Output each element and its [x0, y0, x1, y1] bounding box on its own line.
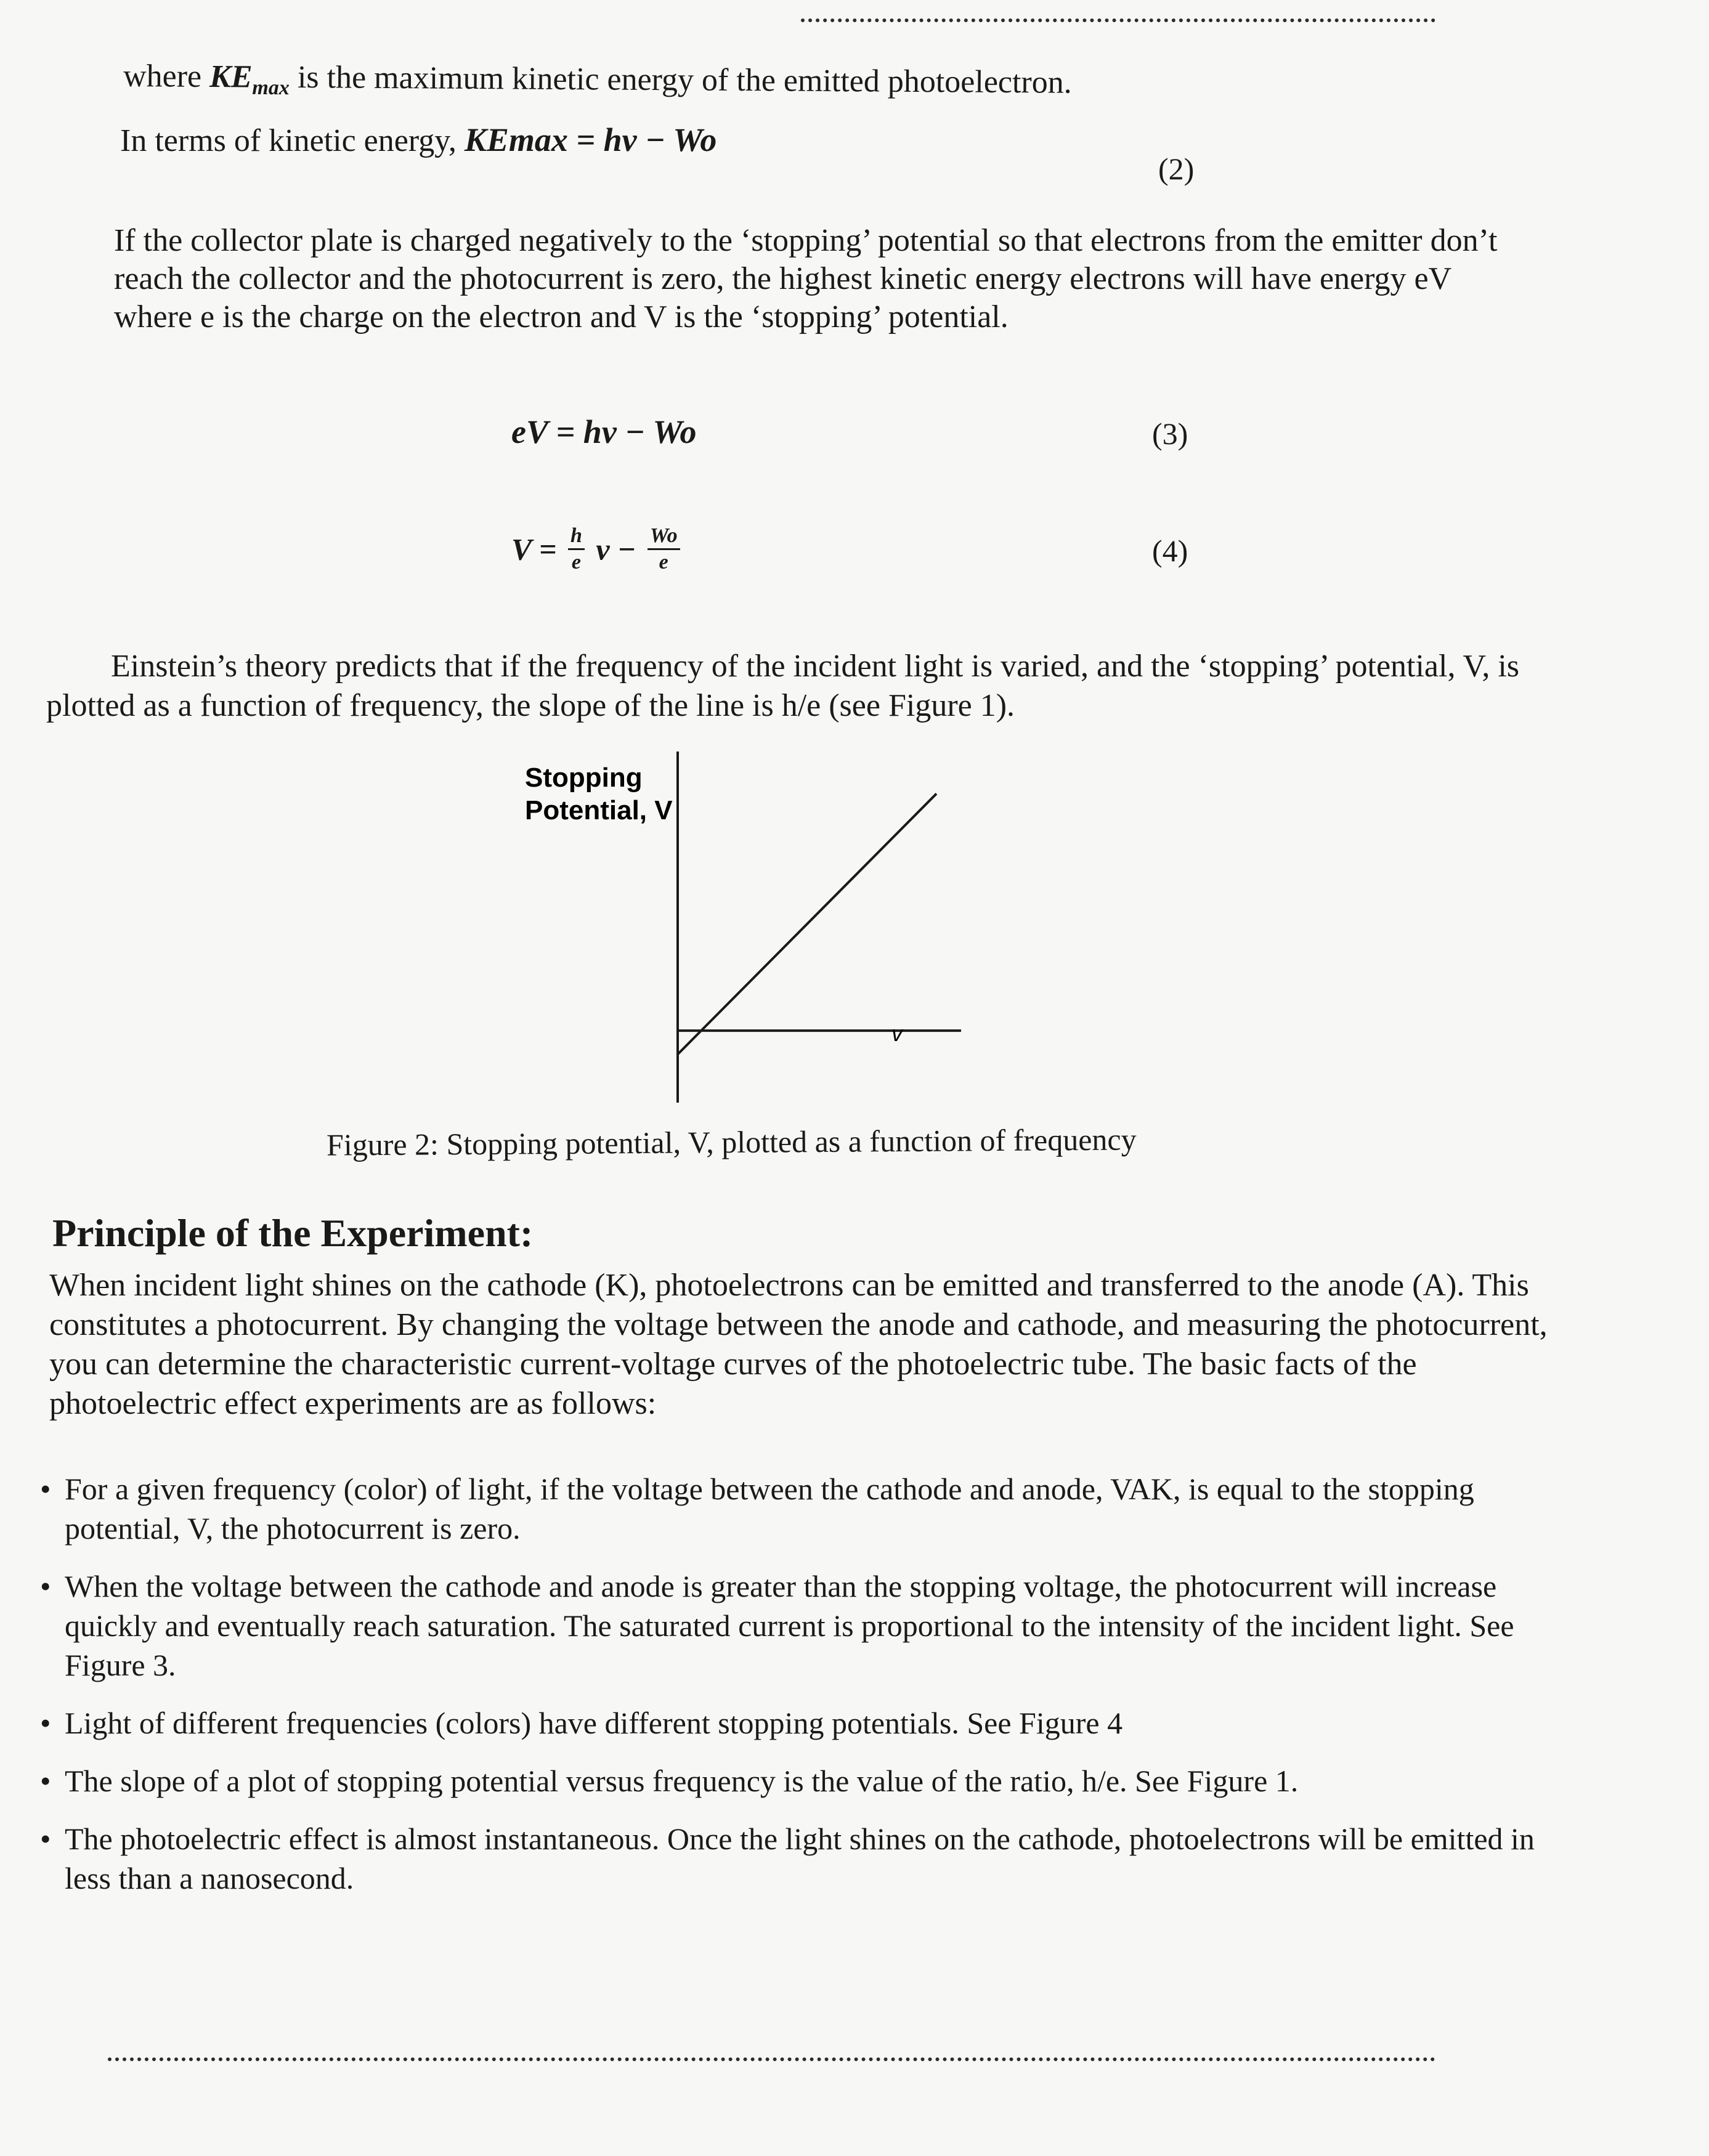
list-item: • The slope of a plot of stopping potential versus frequency is the value of the ratio, h/e. See Figure 1.: [40, 1761, 1549, 1801]
einstein-paragraph: Einstein’s theory predicts that if the frequency of the incident light is varied, and the ‘stopping’ potential, V, is plotted as a function of frequency, the slope of the line is h/e (see Figure 1).: [46, 649, 1520, 723]
list-item: • Light of different frequencies (colors) have different stopping potentials. See Figure 4: [40, 1703, 1549, 1743]
stopping-potential-paragraph: If the collector plate is charged negatively to the ‘stopping’ potential so that electrons from the emitter don’t reach the collector and the photocurrent is zero, the highest kinetic energy electrons will have energy eV where e is the charge on the electron and V is the ‘stopping’ potential.: [114, 223, 1498, 334]
equation-4-number: (4): [1152, 533, 1188, 568]
section-heading: Principle of the Experiment:: [52, 1211, 534, 1255]
y-axis-label-line2: Potential, V: [525, 795, 673, 825]
y-axis-label-line1: Stopping: [525, 763, 643, 793]
fraction-w-over-e: $\frac{Wo}{e}$: [647, 524, 680, 575]
ke-equation-line: In terms of kinetic energy, KEmax = hv − Wo: [120, 121, 717, 158]
equation-3: eV = hv − Wo: [511, 413, 697, 450]
list-item: • When the voltage between the cathode and anode is greater than the stopping voltage, the photocurrent will increase quickly and eventually reach saturation. The saturated current is proportional to the intensity of the incident light. See Figure 3.: [40, 1566, 1549, 1685]
equation-2: KEmax = hv − Wo: [464, 121, 717, 158]
facts-list: [40, 1469, 1549, 1916]
list-item: • For a given frequency (color) of light, if the voltage between the cathode and anode, VAK, is equal to the stopping potential, V, the photocurrent is zero.: [40, 1469, 1549, 1548]
equation-3-number: (3): [1152, 416, 1188, 451]
stopping-potential-chart: [505, 733, 1010, 1115]
figure-caption: Figure 2: Stopping potential, V, plotted as a function of frequency: [326, 1122, 1137, 1162]
ke-symbol: KE: [209, 59, 253, 95]
stopping-potential-line: [678, 793, 936, 1054]
x-axis-label: v: [891, 1021, 903, 1046]
equation-2-number: (2): [1158, 152, 1195, 186]
fraction-h-over-e: $\frac{h}{e}$: [568, 524, 585, 575]
equation-4: V = $\frac{h}{e}$ v − $\frac{Wo}{e}$: [511, 524, 684, 575]
definition-line: where $KE_{max}$ is the maximum kinetic energy of the emitted photoelectron.: [123, 58, 1072, 100]
list-item: • The photoelectric effect is almost instantaneous. Once the light shines on the cathode, photoelectrons will be emitted in less than a nanosecond.: [40, 1819, 1549, 1898]
bottom-dotted-rule: [108, 2057, 1435, 2061]
principle-paragraph: When incident light shines on the cathode (K), photoelectrons can be emitted and transferred to the anode (A). This constitutes a photocurrent. By changing the voltage between the anode and cathode, and measuring the photocurrent, you can determine the characteristic current-voltage curves of the photoelectric tube. The basic facts of the photoelectric effect experiments are as follows:: [49, 1268, 1548, 1421]
top-dotted-rule: [801, 18, 1435, 22]
